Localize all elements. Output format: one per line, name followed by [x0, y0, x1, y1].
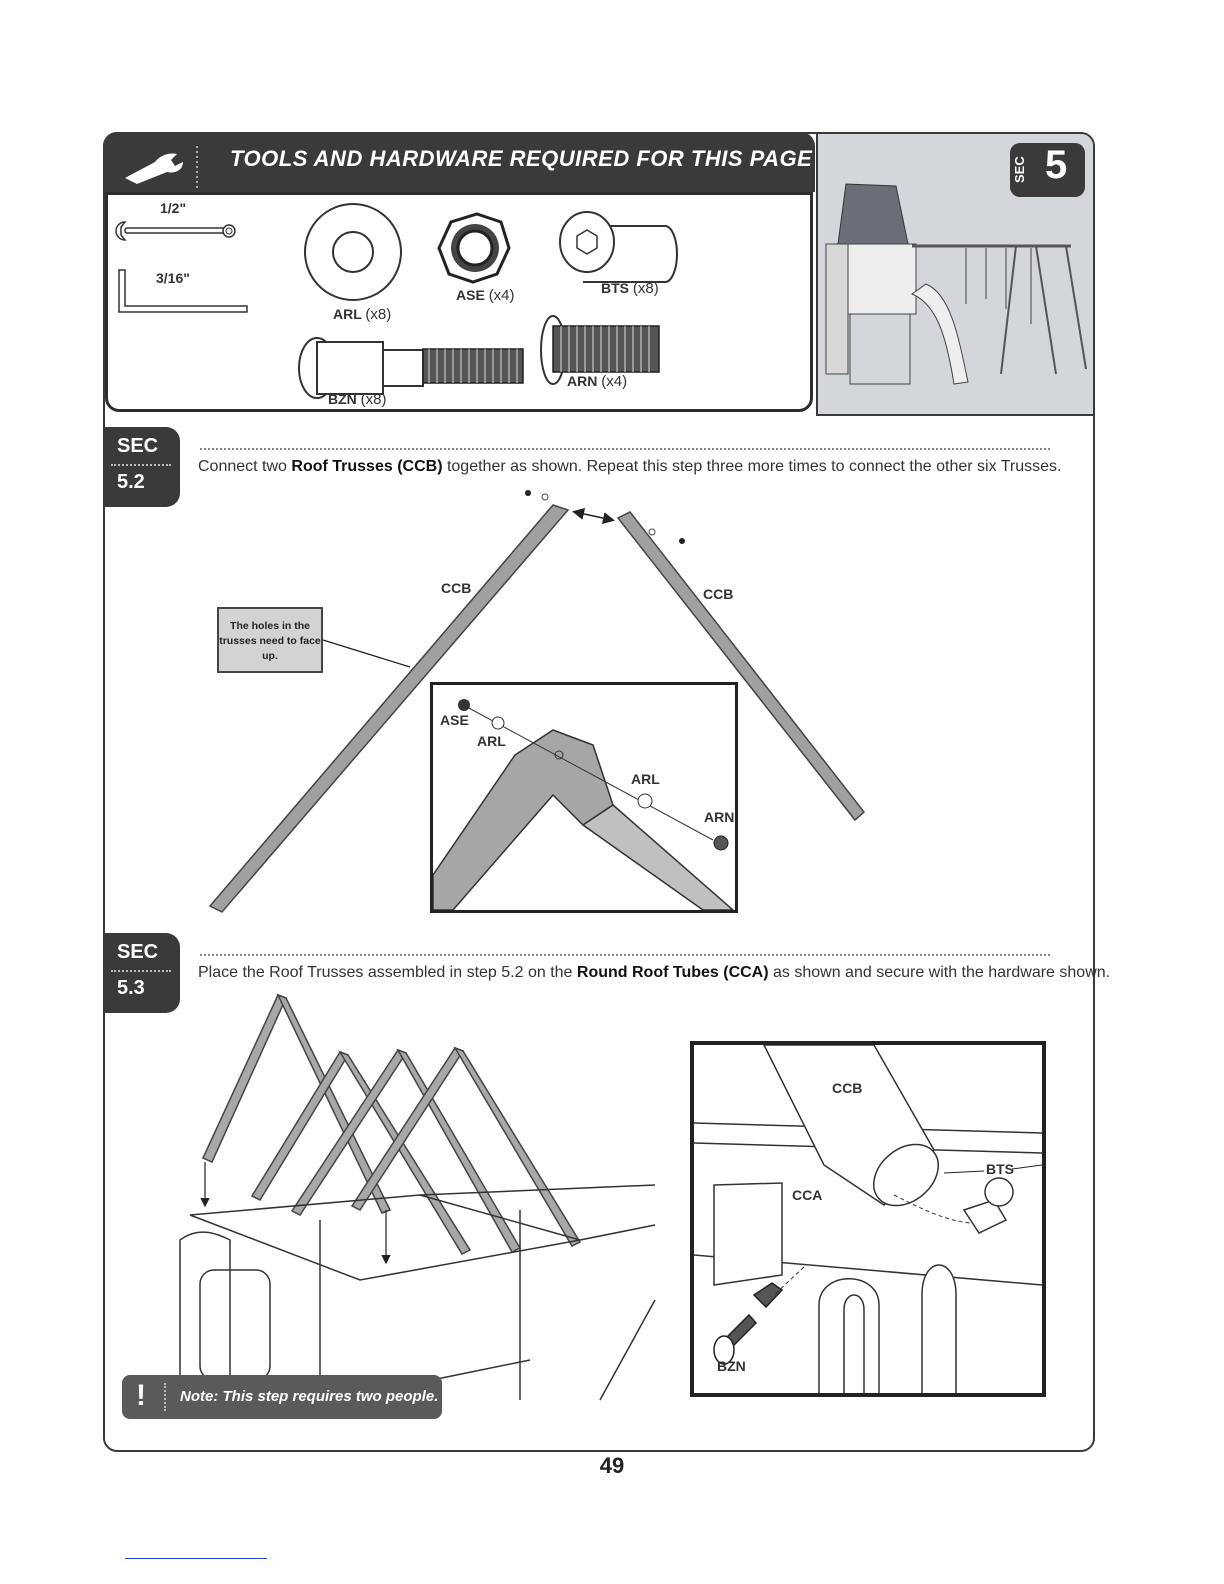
tools-title: TOOLS AND HARDWARE REQUIRED FOR THIS PAGE [230, 146, 813, 171]
arl-detail-label-2: ARL [631, 771, 660, 787]
step-5-2-text-a: Connect two [198, 458, 292, 475]
sec-5-2-label: SEC [117, 435, 159, 457]
note-divider [164, 1383, 166, 1411]
section-badge-label: SEC [1012, 156, 1027, 184]
step-5-3-text-a: Place the Roof Trusses assembled in step 5.2 on the [198, 964, 577, 981]
ccb-detail-label: CCB [832, 1080, 863, 1096]
arn-detail-label: ARN [704, 809, 735, 825]
arn-qty: (x4) [601, 373, 628, 390]
step-5-2-text-c: together as shown. Repeat this step three more times to connect the other six Trusses. [442, 458, 1062, 475]
ccb-left-label: CCB [441, 580, 472, 596]
bts-code: BTS [601, 280, 629, 296]
two-people-note [122, 1375, 442, 1419]
bzn-code: BZN [328, 391, 357, 407]
step-5-3-text-c: as shown and secure with the hardware shown. [768, 964, 1111, 981]
bzn-qty: (x8) [360, 391, 387, 408]
sec-5-2-number: 5.2 [117, 471, 145, 493]
sec-5-3-label: SEC [117, 941, 159, 963]
step-5-2-text-b: Roof Trusses (CCB) [291, 458, 443, 475]
arl-detail-label-1: ARL [477, 733, 506, 749]
arn-code: ARN [567, 373, 598, 389]
cca-detail-label: CCA [792, 1187, 823, 1203]
ase-qty: (x4) [488, 287, 515, 304]
holes-callout: The holes in the trusses need to face up. [217, 607, 323, 673]
page-number: 49 [599, 1453, 625, 1478]
footer-rule [125, 1558, 267, 1559]
wrench-size-label: 1/2" [160, 200, 187, 216]
arl-code: ARL [333, 306, 362, 322]
section-badge-number: 5 [1045, 143, 1068, 187]
exclamation-icon: ! [136, 1379, 146, 1412]
allen-size-label: 3/16" [156, 270, 190, 286]
ase-detail-label: ASE [440, 712, 469, 728]
sec-5-3-number: 5.3 [117, 977, 145, 999]
bts-detail-label: BTS [986, 1161, 1014, 1177]
ccb-right-label: CCB [703, 586, 734, 602]
ase-code: ASE [456, 287, 485, 303]
bzn-detail-label: BZN [717, 1358, 746, 1374]
note-text: Note: This step requires two people. [180, 1388, 439, 1405]
step-5-3-text-b: Round Roof Tubes (CCA) [576, 964, 769, 981]
bts-qty: (x8) [632, 280, 659, 297]
step-5-3-detail-drawing [694, 1045, 1042, 1393]
arl-qty: (x8) [365, 306, 392, 323]
